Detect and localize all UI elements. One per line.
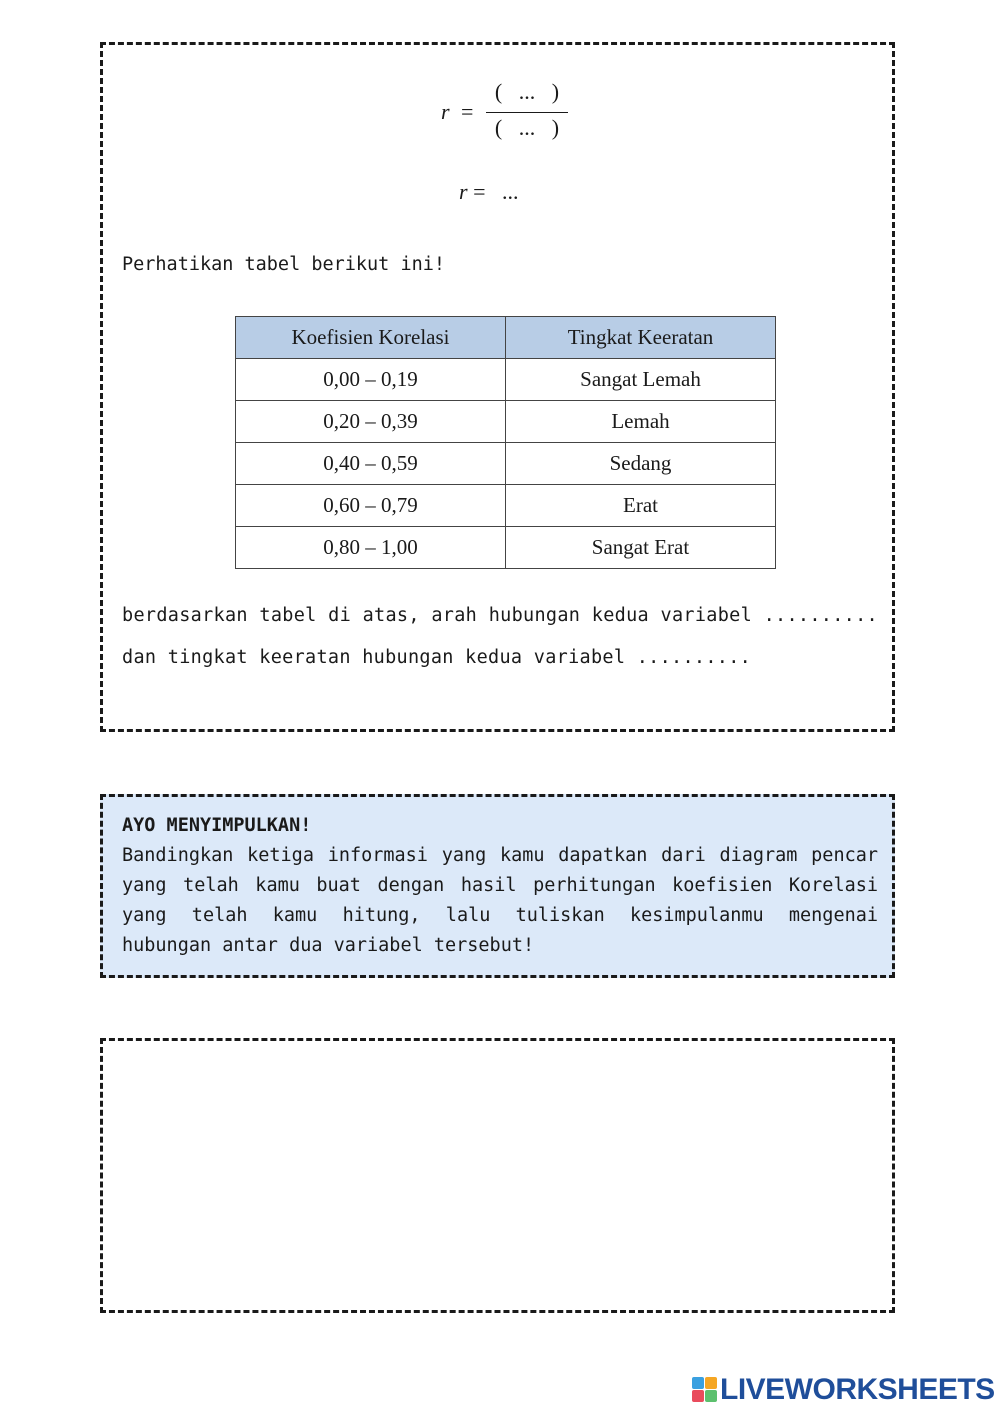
correlation-result — [459, 179, 518, 205]
cell-strength: Lemah — [506, 401, 776, 443]
header-strength: Tingkat Keeratan — [506, 317, 776, 359]
formula-equals: = — [461, 99, 474, 124]
header-coefficient: Koefisien Korelasi — [236, 317, 506, 359]
table-row — [236, 401, 776, 443]
formula-numerator[interactable]: ( ... ) — [494, 79, 560, 104]
conclusion-prompt-section — [100, 794, 895, 978]
formula-denominator[interactable]: ( ... ) — [494, 115, 560, 140]
section-title: AYO MENYIMPULKAN! — [122, 815, 312, 836]
result-r-symbol: r — [459, 179, 468, 204]
calculation-section — [100, 42, 895, 732]
liveworksheets-logo-icon — [692, 1377, 718, 1403]
table-instruction: Perhatikan tabel berikut ini! — [122, 254, 446, 275]
answer-box[interactable] — [100, 1038, 895, 1313]
liveworksheets-logo — [692, 1373, 995, 1407]
cell-strength: Sangat Erat — [506, 527, 776, 569]
cell-coefficient: 0,60 – 0,79 — [236, 485, 506, 527]
logo-text: LIVEWORKSHEETS — [720, 1373, 995, 1406]
fraction-bar — [486, 112, 568, 113]
table-header-row — [236, 317, 776, 359]
cell-coefficient: 0,20 – 0,39 — [236, 401, 506, 443]
correlation-formula-fraction — [441, 75, 571, 145]
table-row — [236, 443, 776, 485]
table-row — [236, 359, 776, 401]
cell-strength: Sedang — [506, 443, 776, 485]
table-row — [236, 527, 776, 569]
cell-coefficient: 0,80 – 1,00 — [236, 527, 506, 569]
cell-strength: Sangat Lemah — [506, 359, 776, 401]
cell-coefficient: 0,00 – 0,19 — [236, 359, 506, 401]
cell-coefficient: 0,40 – 0,59 — [236, 443, 506, 485]
table-row — [236, 485, 776, 527]
correlation-table — [235, 316, 776, 569]
relationship-conclusion[interactable]: berdasarkan tabel di atas, arah hubungan kedua variabel .......... dan tingkat keeratan hubungan kedua variabel .......... — [122, 605, 878, 668]
formula-r-symbol: r — [441, 99, 450, 124]
cell-strength: Erat — [506, 485, 776, 527]
prompt-text: Bandingkan ketiga informasi yang kamu dapatkan dari diagram pencar yang telah kamu buat dengan hasil perhitungan koefisien Korelasi yang telah kamu hitung, lalu tuliskan kesimpulanmu mengenai hubungan antar dua variabel tersebut! — [122, 845, 878, 956]
result-equals: = — [473, 179, 486, 204]
result-value[interactable]: ... — [501, 179, 519, 204]
